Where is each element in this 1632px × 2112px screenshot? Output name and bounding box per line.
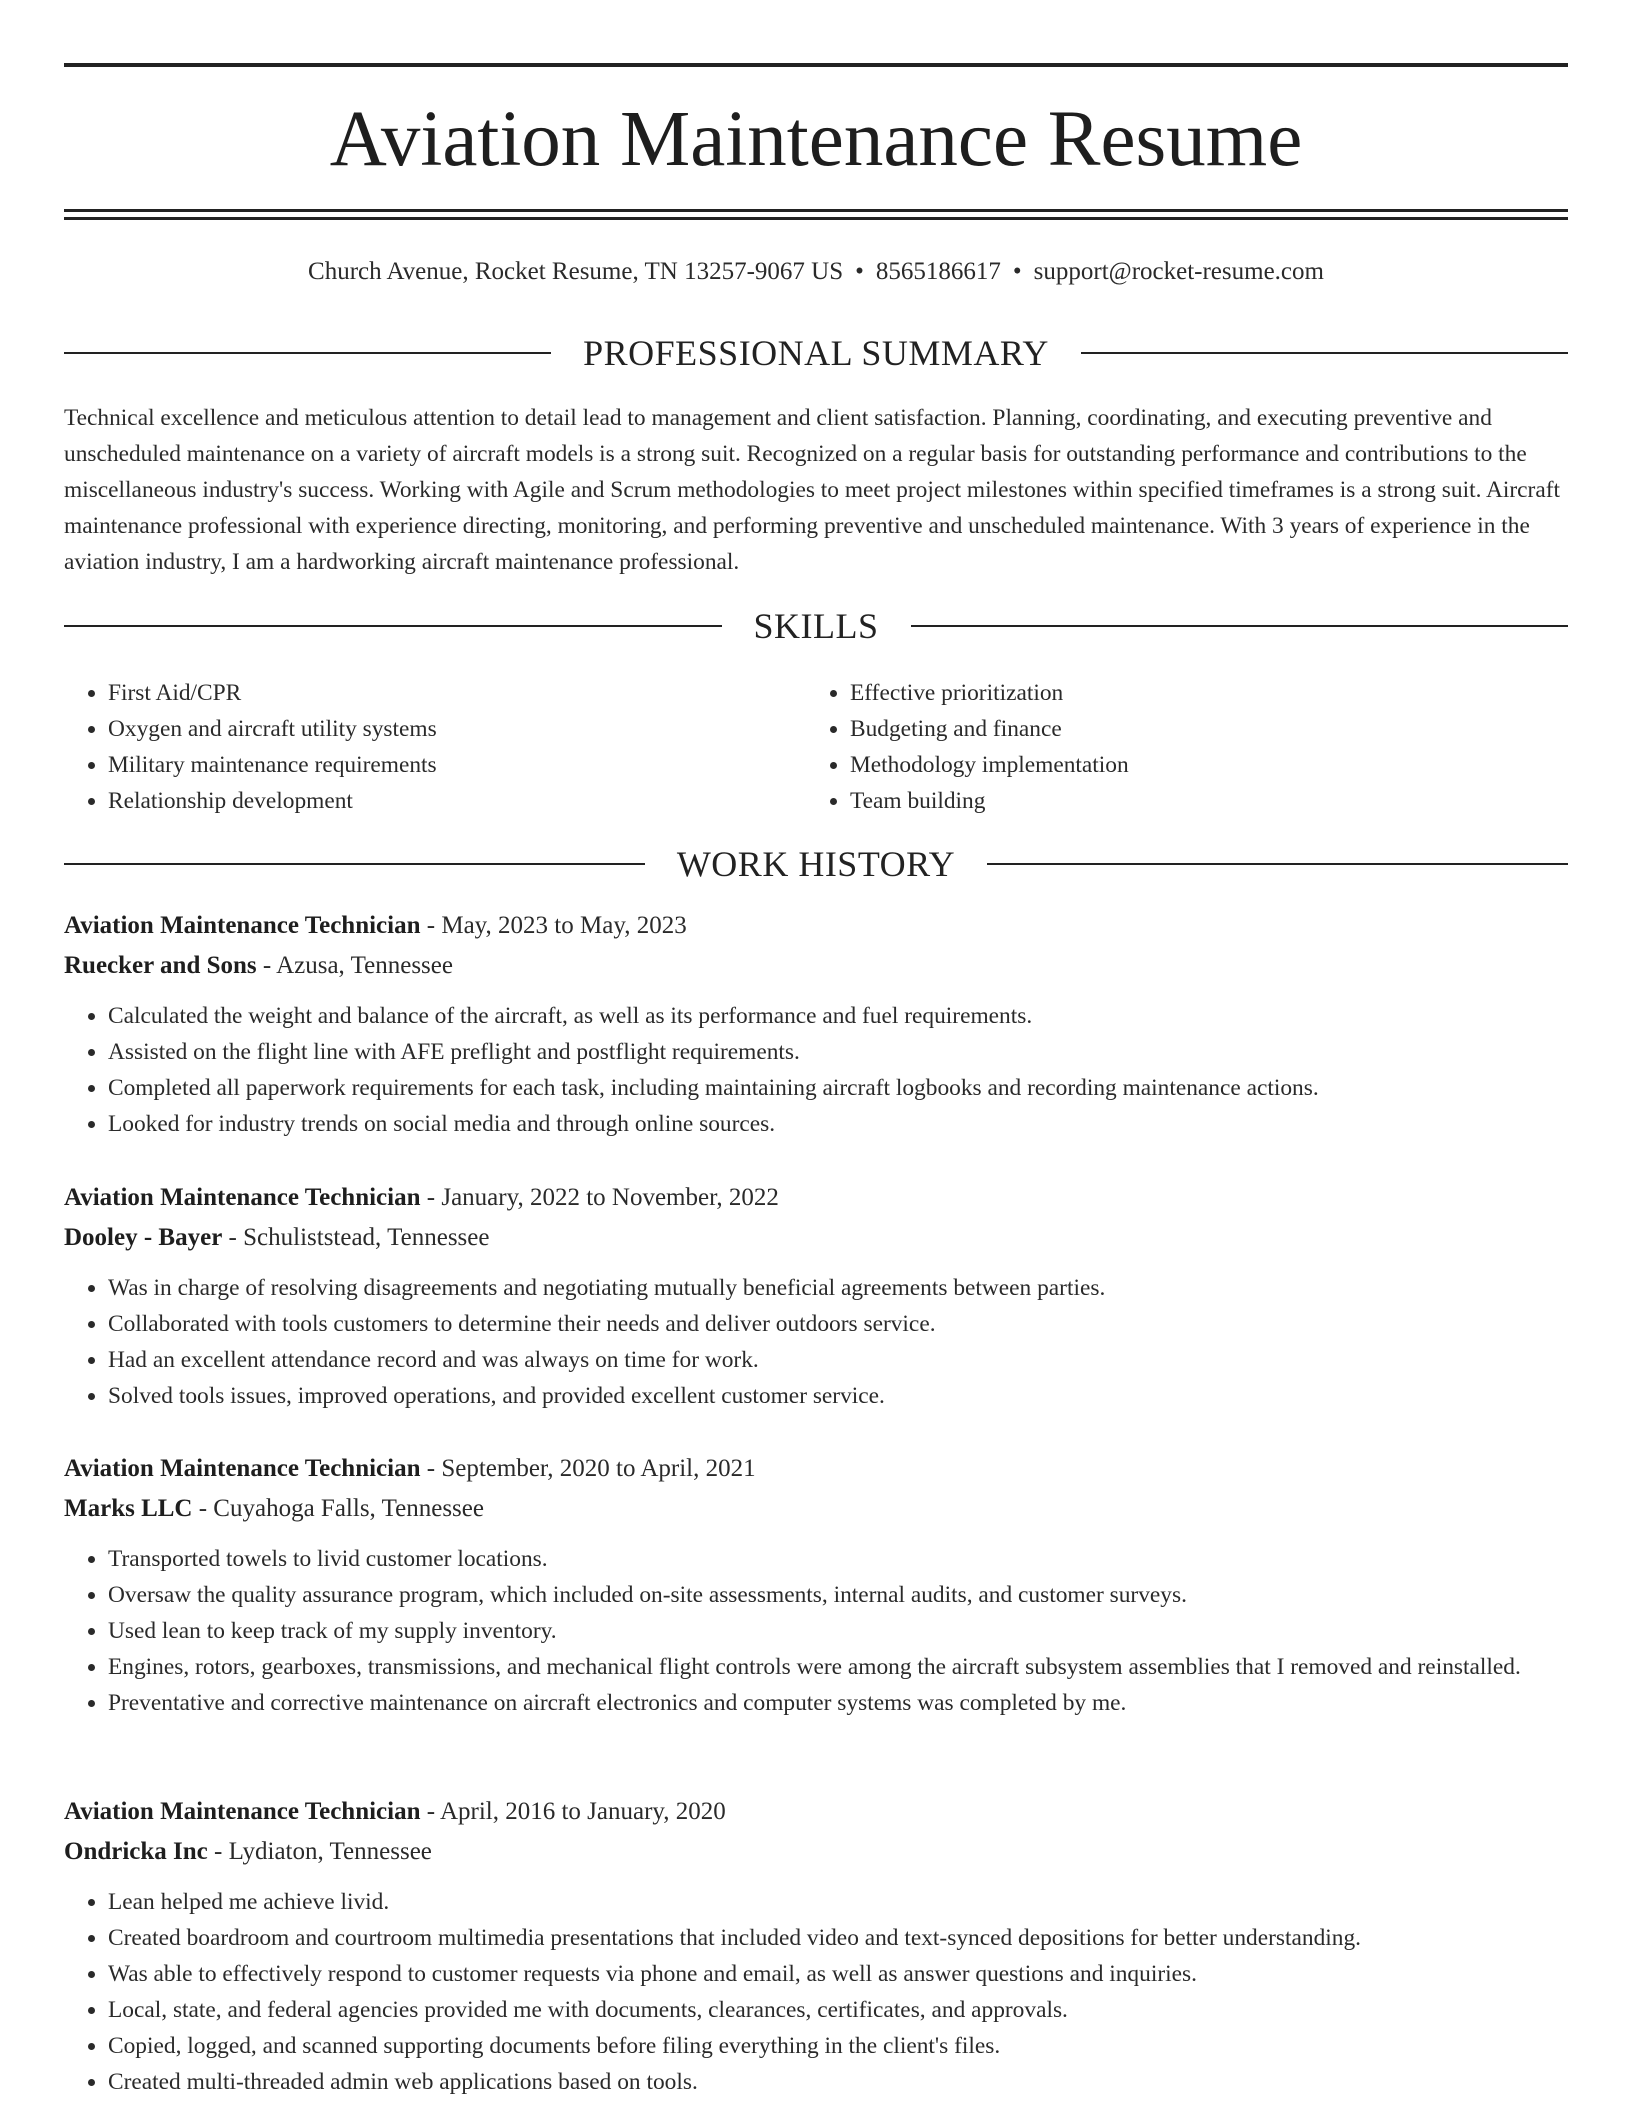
job-title: Aviation Maintenance Technician (64, 1455, 421, 1482)
job-duties (64, 1884, 1568, 2100)
job-duties (64, 1270, 1568, 1414)
heading-rule-left (64, 352, 551, 354)
section-heading-skills (64, 604, 1568, 648)
job-company-line (64, 946, 1568, 986)
skills-column-left (64, 675, 806, 819)
section-title: PROFESSIONAL SUMMARY (583, 333, 1049, 373)
job-duty: • Was able to effectively respond to customer requests via phone and email, as well as answer questions and inquiries. (108, 1956, 1568, 1992)
job-duties (64, 1541, 1568, 1721)
job-duty: • Local, state, and federal agencies provided me with documents, clearances, certificates, and approvals. (108, 1992, 1568, 2028)
contact-address: Church Avenue, Rocket Resume, TN 13257-9067 US (308, 258, 844, 285)
job-title-line (64, 1178, 1568, 1218)
job-location: - Cuyahoga Falls, Tennessee (192, 1495, 484, 1522)
job-title-line (64, 1792, 1568, 1832)
job-company: Dooley - Bayer (64, 1224, 223, 1251)
contact-email: support@rocket-resume.com (1033, 258, 1324, 285)
job-duty: • Solved tools issues, improved operations, and provided excellent customer service. (108, 1378, 1568, 1414)
job-location: - Azusa, Tennessee (256, 952, 453, 979)
skill-item: • Military maintenance requirements (108, 747, 806, 783)
job-duty: • Calculated the weight and balance of the aircraft, as well as its performance and fuel requirements. (108, 998, 1568, 1034)
job-duty: • Copied, logged, and scanned supporting documents before filing everything in the client's files. (108, 2028, 1568, 2064)
contact-separator: • (855, 258, 864, 285)
resume-title: Aviation Maintenance Resume (329, 96, 1303, 183)
job-company: Marks LLC (64, 1495, 193, 1522)
job-title-line (64, 906, 1568, 946)
job-title: Aviation Maintenance Technician (64, 1798, 421, 1825)
top-rule (64, 63, 1568, 67)
heading-rule-right (1081, 352, 1568, 354)
job-company-line (64, 1218, 1568, 1258)
section-heading-summary (64, 331, 1568, 375)
job-duty: • Engines, rotors, gearboxes, transmissions, and mechanical flight controls were among the aircraft subsystem assemblies that I removed and reinstalled. (108, 1649, 1568, 1685)
section-title: WORK HISTORY (676, 844, 956, 884)
title-rule-upper (64, 209, 1568, 212)
job-entry (64, 1178, 1568, 1414)
skill-item: • Effective prioritization (850, 675, 1548, 711)
job-duty: • Had an excellent attendance record and was always on time for work. (108, 1342, 1568, 1378)
skill-item: • Team building (850, 783, 1548, 819)
job-entry (64, 1449, 1568, 1721)
job-title: Aviation Maintenance Technician (64, 1184, 421, 1211)
contact-phone: 8565186617 (875, 258, 1001, 285)
job-dates: - April, 2016 to January, 2020 (420, 1798, 726, 1825)
job-location: - Lydiaton, Tennessee (207, 1838, 432, 1865)
job-title: Aviation Maintenance Technician (64, 912, 421, 939)
heading-rule-right (987, 863, 1568, 865)
skills-column-right (806, 675, 1548, 819)
job-duty: • Was in charge of resolving disagreements and negotiating mutually beneficial agreements between parties. (108, 1270, 1568, 1306)
skill-item: • Relationship development (108, 783, 806, 819)
professional-summary: Technical excellence and meticulous attention to detail lead to management and client satisfaction. Planning, coordinating, and executing preventive and unscheduled maintenance on a variety of aircraft models is a strong suit. Recognized on a regular basis for outstanding performance and contributions to the miscellaneous industry's success. Working with Agile and Scrum methodologies to meet project milestones within specified timeframes is a strong suit. Aircraft maintenance professional with experience directing, monitoring, and performing preventive and unscheduled maintenance. With 3 years of experience in the aviation industry, I am a hardworking aircraft maintenance professional. (64, 405, 1561, 575)
skill-item: • Budgeting and finance (850, 711, 1548, 747)
job-dates: - May, 2023 to May, 2023 (420, 912, 687, 939)
job-duty: • Lean helped me achieve livid. (108, 1884, 1568, 1920)
title-rule-lower (64, 217, 1568, 220)
job-duty: • Preventative and corrective maintenance on aircraft electronics and computer systems was completed by me. (108, 1685, 1568, 1721)
job-duties (64, 998, 1568, 1142)
skills-list (64, 675, 1568, 819)
job-duty: • Collaborated with tools customers to determine their needs and deliver outdoors service. (108, 1306, 1568, 1342)
job-entry (64, 1792, 1568, 2100)
heading-rule-left (64, 625, 722, 627)
job-duty: • Looked for industry trends on social media and through online sources. (108, 1106, 1568, 1142)
contact-line (64, 252, 1568, 292)
section-heading-work-history (64, 842, 1568, 886)
contact-separator: • (1012, 258, 1022, 285)
job-company: Ondricka Inc (64, 1838, 208, 1865)
job-duty: • Completed all paperwork requirements for each task, including maintaining aircraft logbooks and recording maintenance actions. (108, 1070, 1568, 1106)
skill-item: • First Aid/CPR (108, 675, 806, 711)
job-company-line (64, 1832, 1568, 1872)
job-duty: • Transported towels to livid customer locations. (108, 1541, 1568, 1577)
job-company-line (64, 1489, 1568, 1529)
job-dates: - September, 2020 to April, 2021 (420, 1455, 756, 1482)
skill-item: • Oxygen and aircraft utility systems (108, 711, 806, 747)
skill-item: • Methodology implementation (850, 747, 1548, 783)
job-title-line (64, 1449, 1568, 1489)
section-title: SKILLS (753, 606, 879, 646)
job-duty: • Oversaw the quality assurance program, which included on-site assessments, internal audits, and customer surveys. (108, 1577, 1568, 1613)
job-dates: - January, 2022 to November, 2022 (420, 1184, 779, 1211)
job-location: - Schuliststead, Tennessee (222, 1224, 490, 1251)
job-duty: • Used lean to keep track of my supply inventory. (108, 1613, 1568, 1649)
job-company: Ruecker and Sons (64, 952, 257, 979)
job-duty: • Created multi-threaded admin web applications based on tools. (108, 2064, 1568, 2100)
job-duty: • Assisted on the flight line with AFE preflight and postflight requirements. (108, 1034, 1568, 1070)
heading-rule-left (64, 863, 645, 865)
heading-rule-right (911, 625, 1569, 627)
job-duty: • Created boardroom and courtroom multimedia presentations that included video and text-synced depositions for better understanding. (108, 1920, 1568, 1956)
job-entry (64, 906, 1568, 1142)
